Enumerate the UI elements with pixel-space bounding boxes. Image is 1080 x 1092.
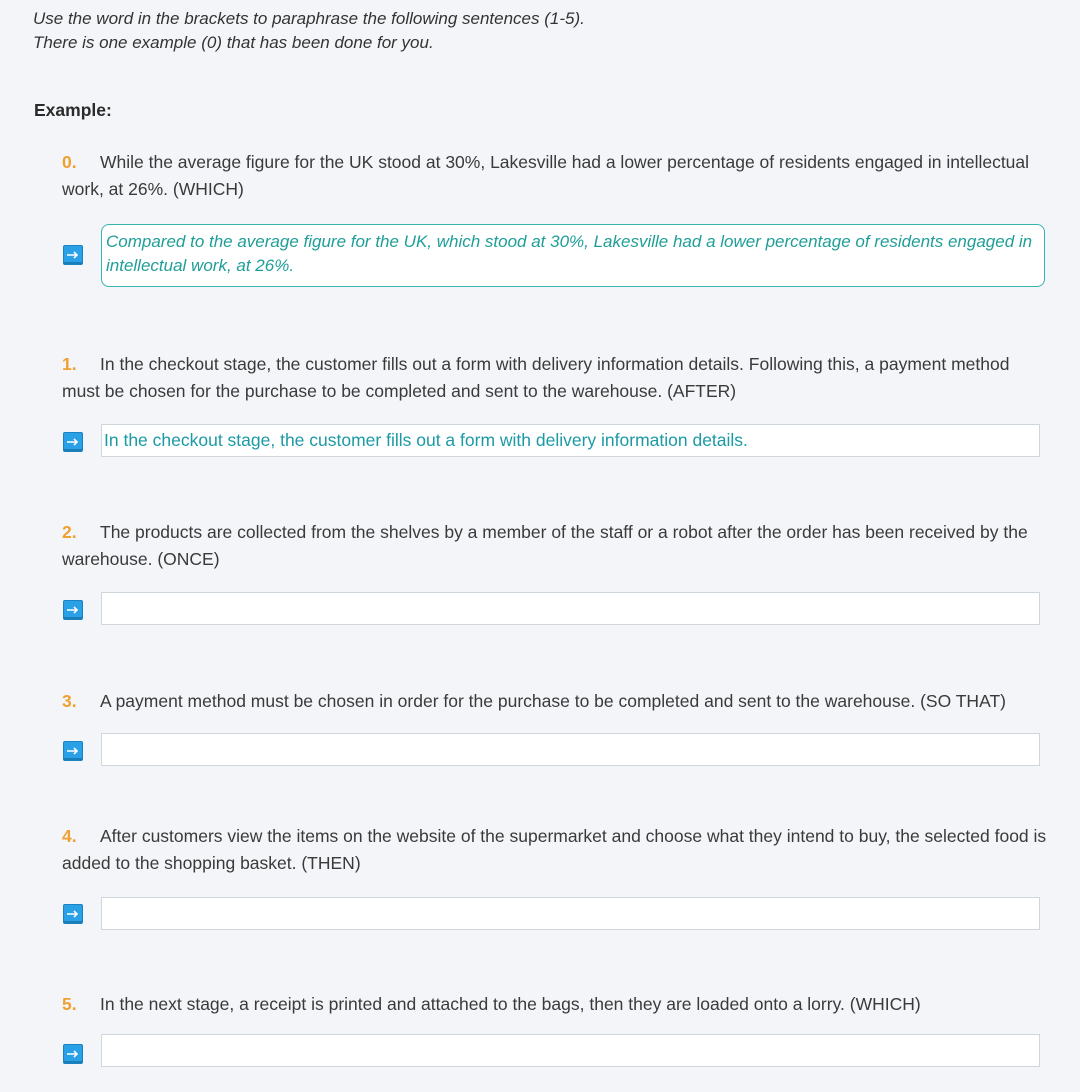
- example-heading: Example:: [34, 100, 112, 120]
- arrow-right-icon: [63, 432, 83, 452]
- question-4: [62, 823, 1052, 877]
- question-number: 2.: [62, 522, 77, 542]
- question-number: 3.: [62, 691, 77, 711]
- question-number: 0.: [62, 152, 77, 172]
- question-text: After customers view the items on the website of the supermarket and choose what they intend to buy, the selected food is added to the shopping basket. (THEN): [62, 826, 1047, 873]
- question-5: [62, 991, 1052, 1018]
- arrow-right-icon: [63, 245, 83, 265]
- answer-input-2[interactable]: [101, 592, 1040, 625]
- instructions-line-2: There is one example (0) that has been done for you.: [33, 33, 434, 52]
- arrow-right-icon: [63, 904, 83, 924]
- question-text: In the checkout stage, the customer fills out a form with delivery information details. Following this, a payment method must be chosen for the purchase to be completed and sent to the warehouse. (AFTER): [62, 354, 1010, 401]
- example-question: [62, 149, 1052, 203]
- answer-input-3[interactable]: [101, 733, 1040, 766]
- question-3: [62, 688, 1052, 715]
- arrow-right-icon: [63, 1044, 83, 1064]
- example-answer: Compared to the average figure for the UK, which stood at 30%, Lakesville had a lower percentage of residents engaged in intellectual work, at 26%.: [101, 224, 1045, 287]
- question-text: The products are collected from the shelves by a member of the staff or a robot after the order has been received by the warehouse. (ONCE): [62, 522, 1028, 569]
- instructions: [33, 7, 585, 55]
- question-1: [62, 351, 1052, 405]
- question-number: 5.: [62, 994, 77, 1014]
- question-text: A payment method must be chosen in order for the purchase to be completed and sent to the warehouse. (SO THAT): [100, 691, 1006, 711]
- answer-input-4[interactable]: [101, 897, 1040, 930]
- question-number: 1.: [62, 354, 77, 374]
- arrow-right-icon: [63, 600, 83, 620]
- question-number: 4.: [62, 826, 77, 846]
- instructions-line-1: Use the word in the brackets to paraphrase the following sentences (1-5).: [33, 9, 585, 28]
- question-text: While the average figure for the UK stood at 30%, Lakesville had a lower percentage of residents engaged in intellectual work, at 26%. (WHICH): [62, 152, 1030, 199]
- arrow-right-icon: [63, 741, 83, 761]
- answer-input-1[interactable]: In the checkout stage, the customer fills out a form with delivery information details.: [101, 424, 1040, 457]
- answer-input-5[interactable]: [101, 1034, 1040, 1067]
- question-2: [62, 519, 1052, 573]
- question-text: In the next stage, a receipt is printed and attached to the bags, then they are loaded onto a lorry. (WHICH): [100, 994, 921, 1014]
